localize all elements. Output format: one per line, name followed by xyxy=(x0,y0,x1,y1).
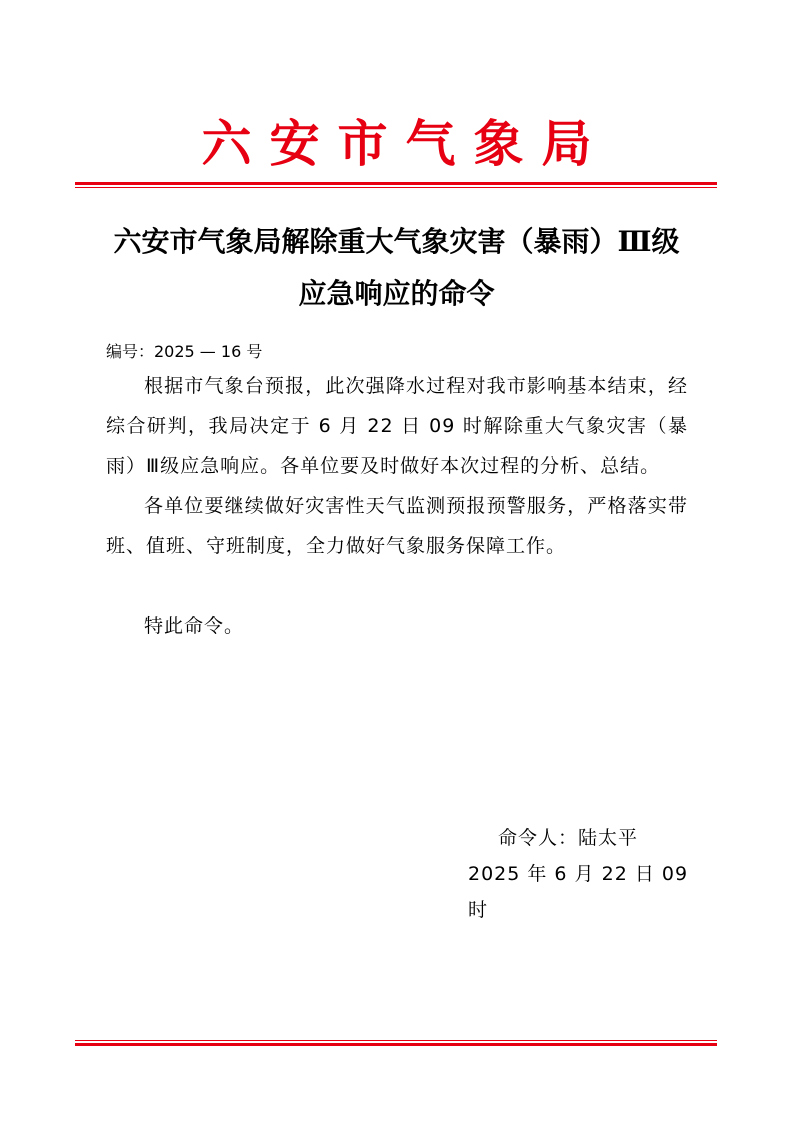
commander-name: 命令人：陆太平 xyxy=(498,827,639,849)
organization-header: 六安市气象局 xyxy=(201,114,610,173)
document-number: 编号：2025 — 16 号 xyxy=(106,342,263,361)
closing-statement: 特此命令。 xyxy=(144,615,245,637)
body-paragraph-1: 根据市气象台预报，此次强降水过程对我市影响基本结束，经综合研判，我局决定于 6 月 22 日 09 时解除重大气象灾害（暴雨）Ⅲ级应急响应。各单位要及时做好本次过程的分析、总结。 xyxy=(106,375,688,477)
header-red-rule xyxy=(75,182,717,188)
body-paragraph-2: 各单位要继续做好灾害性天气监测预报预警服务，严格落实带班、值班、守班制度，全力做好气象服务保障工作。 xyxy=(106,495,688,557)
issue-datetime: 2025 年 6 月 22 日 09 时 xyxy=(468,863,689,921)
document-title xyxy=(0,216,793,320)
title-line-1: 六安市气象局解除重大气象灾害（暴雨）Ⅲ级 xyxy=(113,225,680,258)
signature-block xyxy=(440,820,690,928)
title-line-2: 应急响应的命令 xyxy=(298,277,495,310)
footer-red-rule xyxy=(75,1040,717,1046)
document-body xyxy=(106,366,688,646)
